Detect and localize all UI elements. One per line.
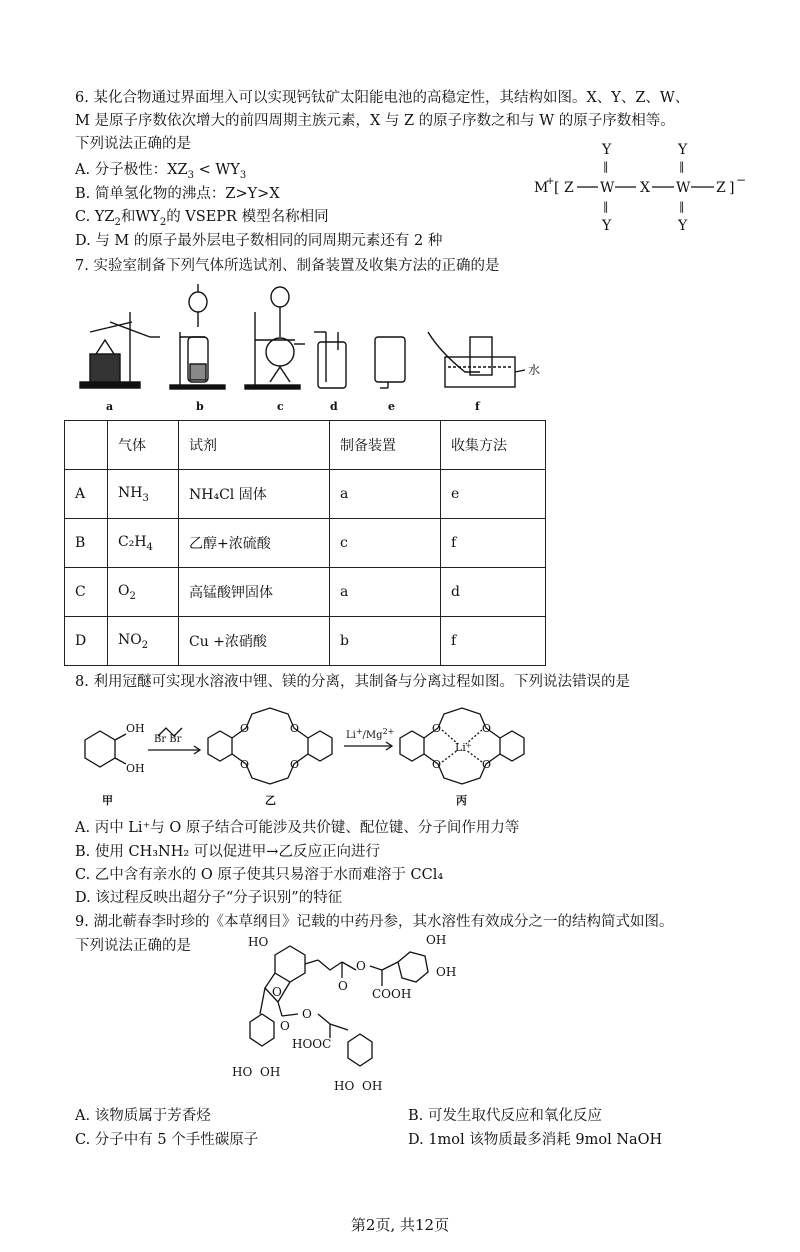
q6-w-left: W [600,180,615,196]
table-row: A $NH_3$ NH₄Cl 固体 a e [65,470,546,519]
q8-option-c: C. 乙中含有亲水的 O 原子使其只易溶于水而难溶于 CCl₄ [75,867,444,883]
table-row: C $O_2$ 高锰酸钾固体 a d [65,568,546,617]
q6-y-top-left: Y [602,142,612,158]
svg-text:Li+/Mg2+: $Li^+/Mg^{2+}$ [346,727,395,741]
svg-text:HO: HO [248,935,269,949]
q9-stem-line1: 9. 湖北蕲春李时珍的《本草纲目》记载的中药丹参，其水溶性有效成分之一的结构简式如图。 [75,914,674,930]
svg-text:OH: OH [436,965,457,979]
svg-text:‖: ‖ [679,160,685,173]
svg-text:O: O [432,758,442,771]
header-collect: 收集方法 [441,421,546,470]
q7-stem: 7. 实验室制备下列气体所选试剂、制备装置及收集方法的正确的是 [75,258,500,274]
q9-structure-diagram [230,930,500,1105]
q9-option-d: D. 1mol 该物质最多消耗 9mol NaOH [408,1132,663,1148]
label-e: e [388,400,395,413]
q6-y-bottom-right: Y [678,218,688,234]
svg-text:O: O [290,722,300,735]
apparatus-e [375,337,405,388]
label-f: f [475,400,480,413]
q8-option-a: A. 丙中 Li⁺与 O 原子结合可能涉及共价键、配位键、分子间作用力等 [75,820,520,836]
svg-text:‖: ‖ [679,200,685,213]
apparatus-f [428,332,525,387]
apparatus-c [245,287,305,389]
table-row: B $C_2H_4$ 乙醇+浓硫酸 c f [65,519,546,568]
svg-text:O: O [356,959,366,973]
svg-text:O: O [338,979,348,993]
q9-stem-line2: 下列说法正确的是 [75,938,191,954]
svg-text:O: O [482,722,492,735]
q6-stem-line2: M 是原子序数依次增大的前四周期主族元素，X 与 Z 的原子序数之和与 W 的原子序数相等。 [75,113,675,129]
svg-text:‖: ‖ [603,160,609,173]
svg-text:OH: OH [260,1065,281,1079]
svg-text:Br Br: Br Br [154,734,182,745]
water-label: 水 [528,363,541,377]
label-jia: 甲 [102,794,113,807]
header-device: 制备装置 [330,421,441,470]
svg-text:[: [ [554,180,560,196]
q7-options-table [64,420,546,666]
svg-text:OH: OH [126,722,145,735]
label-d: d [330,400,338,413]
svg-text:OH: OH [426,933,447,947]
svg-text:‖: ‖ [603,200,609,213]
apparatus-d [314,332,346,388]
label-b: b [196,400,204,413]
q6-y-bottom-left: Y [602,218,612,234]
table-header-row [65,421,546,470]
q6-w-right: W [676,180,691,196]
q8-option-b: B. 使用 CH₃NH₂ 可以促进甲→乙反应正向进行 [75,844,380,860]
label-a: a [106,400,114,413]
svg-text:]: ] [729,180,735,196]
q6-structure-diagram [530,140,760,235]
q6-stem-line3: 下列说法正确的是 [75,136,191,152]
q6-z-right: Z [716,180,726,196]
table-row: D $NO_2$ Cu +浓硝酸 b f [65,617,546,666]
svg-text:O: O [482,758,492,771]
q6-option-b: B. 简单氢化物的沸点：Z>Y>X [75,186,280,202]
svg-text:O: O [290,758,300,771]
q6-option-d: D. 与 M 的原子最外层电子数相同的同周期元素还有 2 种 [75,233,443,249]
q6-option-c: C. $YZ_2$和$WY_2$的 VSEPR 模型名称相同 [75,209,329,228]
q8-stem: 8. 利用冠醚可实现水溶液中锂、镁的分离，其制备与分离过程如图。下列说法错误的是 [75,674,630,690]
label-yi: 乙 [265,794,276,807]
svg-text:O: O [240,758,250,771]
svg-text:−: − [736,173,747,187]
svg-text:+: + [546,176,555,187]
header-gas: 气体 [108,421,179,470]
q8-option-d: D. 该过程反映出超分子“分子识别”的特征 [75,890,343,906]
svg-text:HOOC: HOOC [292,1037,332,1051]
q9-option-b: B. 可发生取代反应和氧化反应 [408,1108,602,1124]
svg-text:O: O [272,985,282,999]
svg-text:O: O [240,722,250,735]
svg-text:HO: HO [334,1079,355,1093]
label-bing: 丙 [456,794,467,807]
svg-text:OH: OH [362,1079,383,1093]
q9-option-c: C. 分子中有 5 个手性碳原子 [75,1132,259,1148]
label-c: c [277,400,284,413]
q6-option-a: A. 分子极性：$XZ_3 < WY_3$ [75,162,247,181]
q9-option-a: A. 该物质属于芳香烃 [75,1108,211,1124]
apparatus-a [80,312,160,388]
q6-stem-line1: 6. 某化合物通过界面埋入可以实现钙钛矿太阳能电池的高稳定性，其结构如图。X、Y、Z、W、 [75,90,690,106]
header-reagent: 试剂 [179,421,330,470]
apparatus-b [170,284,225,389]
q7-apparatus-figure [70,282,550,417]
svg-text:OH: OH [126,762,145,775]
svg-text:O: O [302,1007,312,1021]
li-ion-label: Li⁺ [455,741,472,754]
svg-text:O: O [432,722,442,735]
q6-x: X [640,180,650,196]
q6-z-left: Z [564,180,574,196]
svg-text:COOH: COOH [372,987,412,1001]
svg-text:HO: HO [232,1065,253,1079]
svg-text:O: O [280,1019,290,1033]
q6-m: M [534,180,549,196]
q6-y-top-right: Y [678,142,688,158]
q8-reaction-scheme [70,700,560,810]
page-footer: 第2页, 共12页 [350,1216,450,1234]
